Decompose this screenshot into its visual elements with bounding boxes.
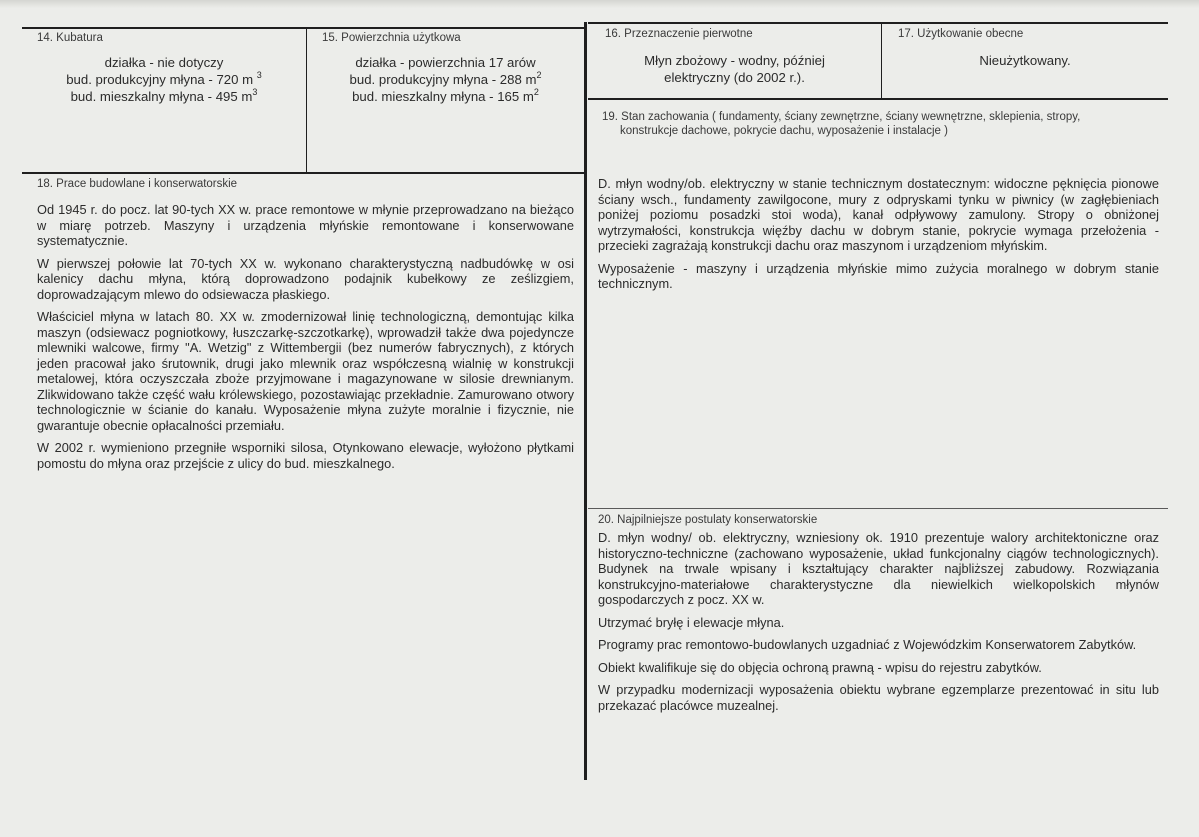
divider-vertical-main [584, 22, 587, 780]
box15-line-production: bud. produkcyjny młyna - 288 $m^2$ [349, 70, 542, 87]
box16-line1: Młyn zbożowy - wodny, później [644, 53, 825, 68]
box15-line-residential: bud. mieszkalny młyna - 165 $m^2$ [352, 87, 539, 104]
box18-paragraph-3: Właściciel młyna w latach 80. XX w. zmodernizował linię technologiczną, demontując kilka maszyn (odsiewacz pogniotkowy, łuszczarkę-szczotkarkę), wprowadził także dwa pojedyncze mlewniki walcowe, firmy "A. Wetzig" z Wittembergii (bez numerów fabrycznych), z których jeden pracował jako śrutownik, drugi jako mlewnik oraz współczesną wialnię w konstrukcji metalowej, która oczyszczała zboże przyjmowane i magazynowane w silosie drewnianym. Zlikwidowano także część wału królewskiego, pozostawiając przekładnie. Zamurowano otwory technologicznie w ścianie do kanału. Wyposażenie młyna zużyte moralnie i fizycznie, nie gwarantuje obecnie opłacalności przemiału. [37, 309, 574, 433]
box20-paragraph-1: D. młyn wodny/ ob. elektryczny, wzniesiony ok. 1910 prezentuje walory architektoniczne oraz historyczno-techniczne (zachowano wyposażenie, układ funkcjonalny ciągów technologicznych). Budynek na trwale wpisany i kształtujący charakter najbliższej zabudowy. Rozwiązania konstrukcyjno-materiałowe charakterystyczne dla niewielkich wielkopolskich młynów gospodarczych z pocz. XX w. [598, 530, 1159, 607]
box15-line-plot: działka - powierzchnia 17 arów [355, 55, 536, 70]
divider-row2-right [588, 508, 1168, 509]
box14-line-production: bud. produkcyjny młyna - 720 m $^3$ [66, 70, 262, 87]
box19-paragraph-1: D. młyn wodny/ob. elektryczny w stanie technicznym dostatecznym: widoczne pęknięcia pionowe ściany wsch., fundamenty zawilgocone, mury z odpryskami tynku w piwnicy (w zagłębieniach poniżej poziomu posadzki stoi woda), kanał odpływowy zamulony. Stropy o obniżonej wytrzymałości, konstrukcja więźby dachu w dobrym stanie, pokrycie wymaga przełożenia - przecieki zagrażają konstrukcji dachu oraz maszynom i urządzeniom młyńskim. [598, 176, 1159, 253]
box20-paragraph-2: Utrzymać bryłę i elewacje młyna. [598, 614, 785, 630]
box16-line2: elektryczny (do 2002 r.). [664, 70, 805, 85]
box20-title: 20. Najpilniejsze postulaty konserwatorskie [598, 514, 818, 526]
unit-exponent: 2 [536, 70, 542, 80]
unit-exponent: 3 [256, 70, 262, 80]
box15-title: 15. Powierzchnia użytkowa [322, 32, 461, 44]
box18-body [37, 202, 574, 478]
box18-title: 18. Prace budowlane i konserwatorskie [37, 178, 238, 190]
box14-line-plot: działka - nie dotyczy [104, 55, 224, 70]
box18-paragraph-2: W pierwszej połowie lat 70-tych XX w. wykonano charakterystyczną nadbudówkę w osi kalenicy dachu młyna, którą doprowadzono podajnik kubełkowy ze ześlizgiem, doprowadzającym mlewo do odsiewacza płaskiego. [37, 255, 574, 302]
box18-paragraph-1: Od 1945 r. do pocz. lat 90-tych XX w. prace remontowe w młynie przeprowadzano na bieżąco w miarę potrzeb. Maszyny i urządzenia młyńskie remontowane i konserwowane systematycznie. [37, 202, 574, 248]
box17-title: 17. Użytkowanie obecne [898, 28, 1024, 40]
box19-title-line2: konstrukcje dachowe, pokrycie dachu, wyposażenie i instalacje ) [620, 125, 948, 137]
box19-paragraph-2: Wyposażenie - maszyny i urządzenia młyńskie mimo zużycia moralnego w dobrym stanie technicznym. [598, 260, 1159, 291]
box15-values [307, 54, 584, 105]
box20-paragraph-4: Obiekt kwalifikuje się do objęcia ochroną prawną - wpisu do rejestru zabytków. [598, 659, 1042, 675]
box19-title-line1: 19. Stan zachowania ( fundamenty, ściany zewnętrzne, ściany wewnętrzne, sklepienia, stropy, [602, 111, 1081, 123]
box17-value: Nieużytkowany. [979, 53, 1071, 68]
scan-top-edge [0, 0, 1199, 8]
divider-row1-left [22, 172, 584, 174]
box19-body [598, 176, 1159, 299]
box16-value [588, 52, 881, 86]
box18-paragraph-4: W 2002 r. wymieniono przegniłe wsporniki silosa, Otynkowano elewacje, wyłożono płytkami pomostu do młyna oraz przejście z ulicy do bud. mieszkalnego. [37, 440, 574, 471]
box20-paragraph-5: W przypadku modernizacji wyposażenia obiektu wybrane egzemplarze prezentować in situ lub przekazać placówce muzealnej. [598, 682, 1159, 713]
box14-title: 14. Kubatura [37, 32, 103, 44]
box14-line-residential: bud. mieszkalny młyna - 495 $m^3$ [70, 87, 258, 104]
divider-top-left [22, 27, 584, 29]
unit-exponent: 2 [533, 87, 539, 97]
box19-title [602, 110, 1080, 138]
divider-row1-right [588, 98, 1168, 100]
box20-paragraph-3: Programy prac remontowo-budowlanych uzgadniać z Wojewódzkim Konserwatorem Zabytków. [598, 637, 1137, 652]
divider-top-right [588, 22, 1168, 24]
box20-body [598, 530, 1159, 720]
box14-values [22, 54, 306, 105]
box16-title: 16. Przeznaczenie pierwotne [605, 28, 753, 40]
unit-exponent: 3 [252, 87, 258, 97]
